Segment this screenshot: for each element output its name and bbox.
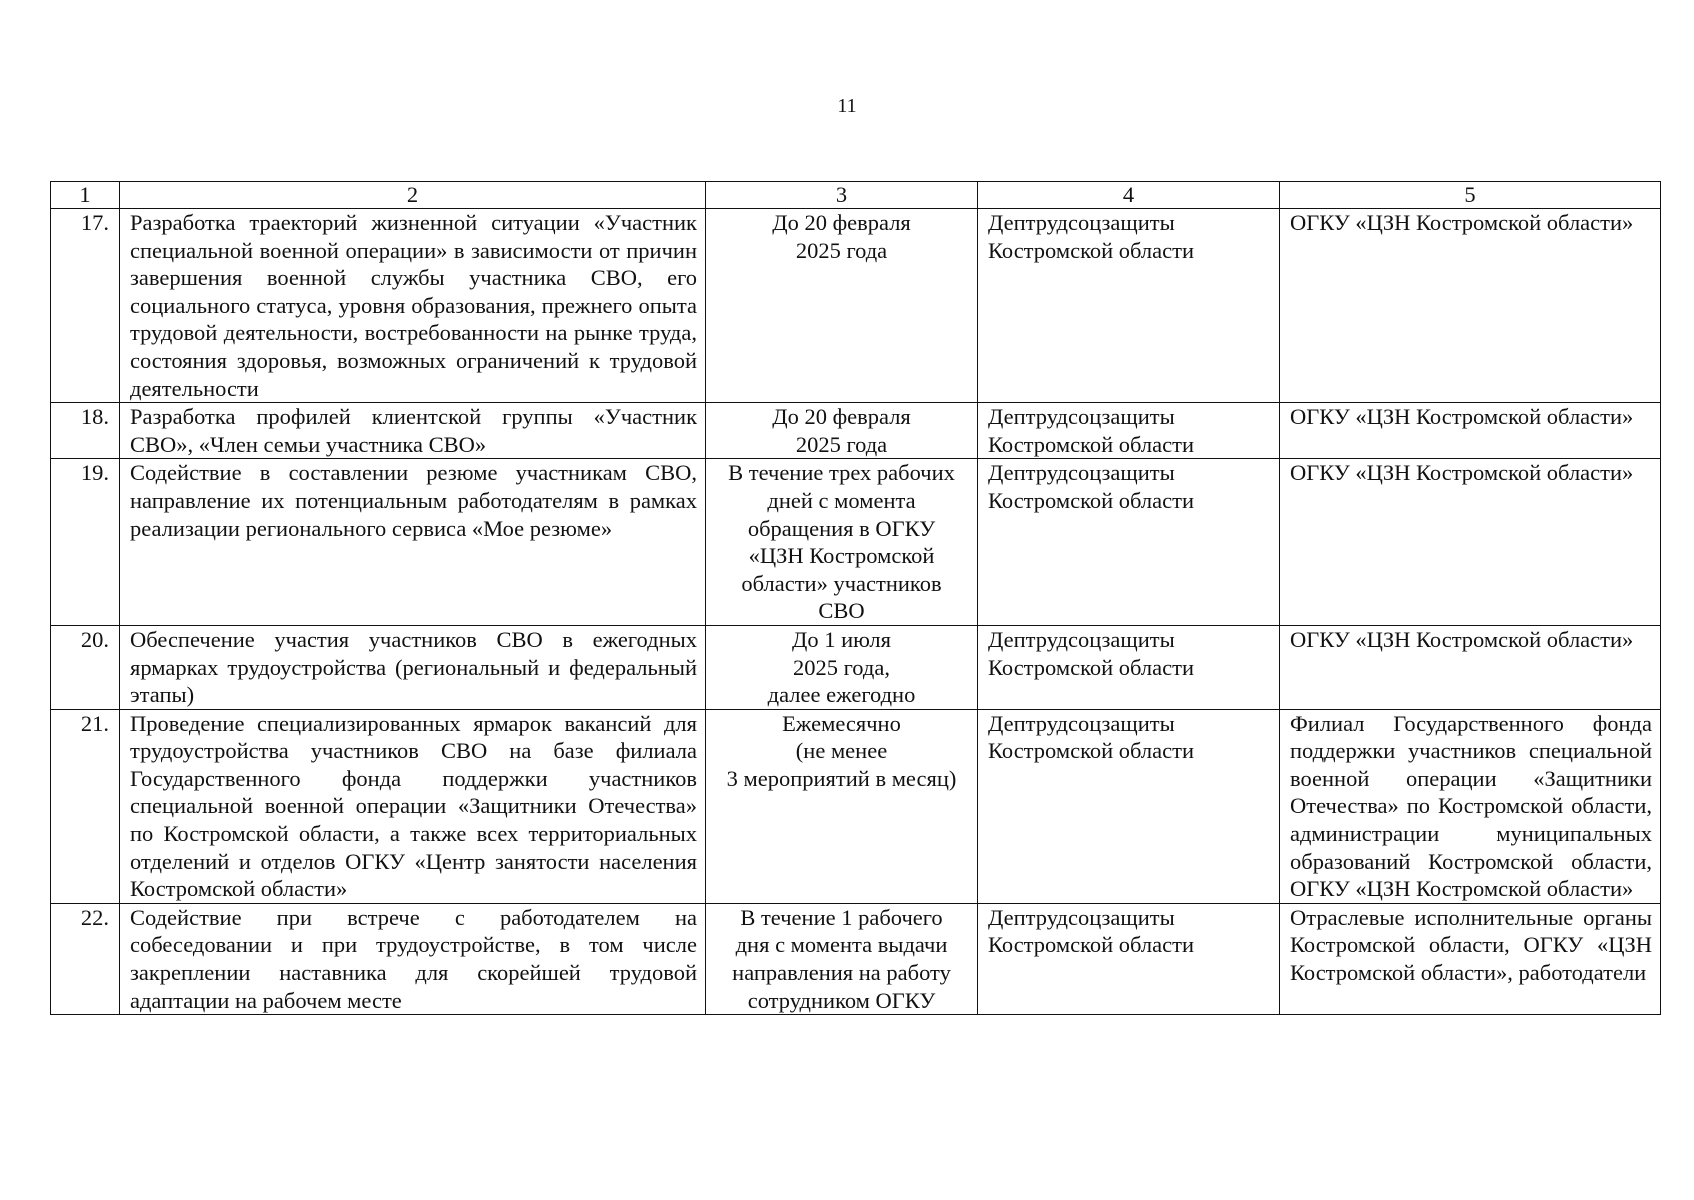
table-row	[51, 625, 1661, 709]
page-number: 11	[837, 95, 857, 117]
responsible-cell: Дептрудсоцзащиты Костромской области	[978, 403, 1280, 459]
executors-cell: ОГКУ «ЦЗН Костромской области»	[1280, 459, 1661, 626]
executors-cell: Филиал Государственного фонда поддержки участников специальной военной операции «Защитники Отечества» по Костромской области, администрации муниципальных образований Костромской области, ОГКУ «ЦЗН Костромской области»	[1280, 709, 1661, 903]
activity-cell: Содействие при встрече с работодателем на собеседовании и при трудоустройстве, в том числе закреплении наставника для скорейшей трудовой адаптации на рабочем месте	[120, 903, 706, 1014]
activity-cell: Содействие в составлении резюме участникам СВО, направление их потенциальным работодателям в рамках реализации регионального сервиса «Мое резюме»	[120, 459, 706, 626]
row-number: 17.	[51, 209, 120, 403]
responsible-cell: Дептрудсоцзащиты Костромской области	[978, 625, 1280, 709]
deadline-cell: Ежемесячно (не менее 3 мероприятий в месяц)	[706, 709, 978, 903]
row-number: 22.	[51, 903, 120, 1014]
column-number-row	[51, 182, 1661, 209]
column-header-1: 1	[51, 182, 120, 209]
responsible-cell: Дептрудсоцзащиты Костромской области	[978, 903, 1280, 1014]
action-plan-table	[50, 181, 1661, 1015]
table-row	[51, 459, 1661, 626]
responsible-cell: Дептрудсоцзащиты Костромской области	[978, 709, 1280, 903]
deadline-cell: До 1 июля 2025 года, далее ежегодно	[706, 625, 978, 709]
row-number: 20.	[51, 625, 120, 709]
table-row	[51, 403, 1661, 459]
activity-cell: Разработка траекторий жизненной ситуации «Участник специальной военной операции» в зависимости от причин завершения военной службы участника СВО, его социального статуса, уровня образования, прежнего опыта трудовой деятельности, востребованности на рынке труда, состояния здоровья, возможных ограничений к трудовой деятельности	[120, 209, 706, 403]
column-header-5: 5	[1280, 182, 1661, 209]
table-row	[51, 209, 1661, 403]
deadline-cell: До 20 февраля 2025 года	[706, 209, 978, 403]
deadline-cell: До 20 февраля 2025 года	[706, 403, 978, 459]
table-row	[51, 709, 1661, 903]
row-number: 18.	[51, 403, 120, 459]
column-header-3: 3	[706, 182, 978, 209]
table-row	[51, 903, 1661, 1014]
activity-cell: Проведение специализированных ярмарок вакансий для трудоустройства участников СВО на базе филиала Государственного фонда поддержки участников специальной военной операции «Защитники Отечества» по Костромской области, а также всех территориальных отделений и отделов ОГКУ «Центр занятости населения Костромской области»	[120, 709, 706, 903]
responsible-cell: Дептрудсоцзащиты Костромской области	[978, 209, 1280, 403]
executors-cell: ОГКУ «ЦЗН Костромской области»	[1280, 209, 1661, 403]
activity-cell: Разработка профилей клиентской группы «Участник СВО», «Член семьи участника СВО»	[120, 403, 706, 459]
column-header-2: 2	[120, 182, 706, 209]
executors-cell: Отраслевые исполнительные органы Костромской области, ОГКУ «ЦЗН Костромской области», работодатели	[1280, 903, 1661, 1014]
executors-cell: ОГКУ «ЦЗН Костромской области»	[1280, 625, 1661, 709]
responsible-cell: Дептрудсоцзащиты Костромской области	[978, 459, 1280, 626]
deadline-cell: В течение трех рабочих дней с момента обращения в ОГКУ «ЦЗН Костромской области» участников СВО	[706, 459, 978, 626]
activity-cell: Обеспечение участия участников СВО в ежегодных ярмарках трудоустройства (региональный и федеральный этапы)	[120, 625, 706, 709]
row-number: 19.	[51, 459, 120, 626]
deadline-cell: В течение 1 рабочего дня с момента выдачи направления на работу сотрудником ОГКУ	[706, 903, 978, 1014]
column-header-4: 4	[978, 182, 1280, 209]
row-number: 21.	[51, 709, 120, 903]
executors-cell: ОГКУ «ЦЗН Костромской области»	[1280, 403, 1661, 459]
